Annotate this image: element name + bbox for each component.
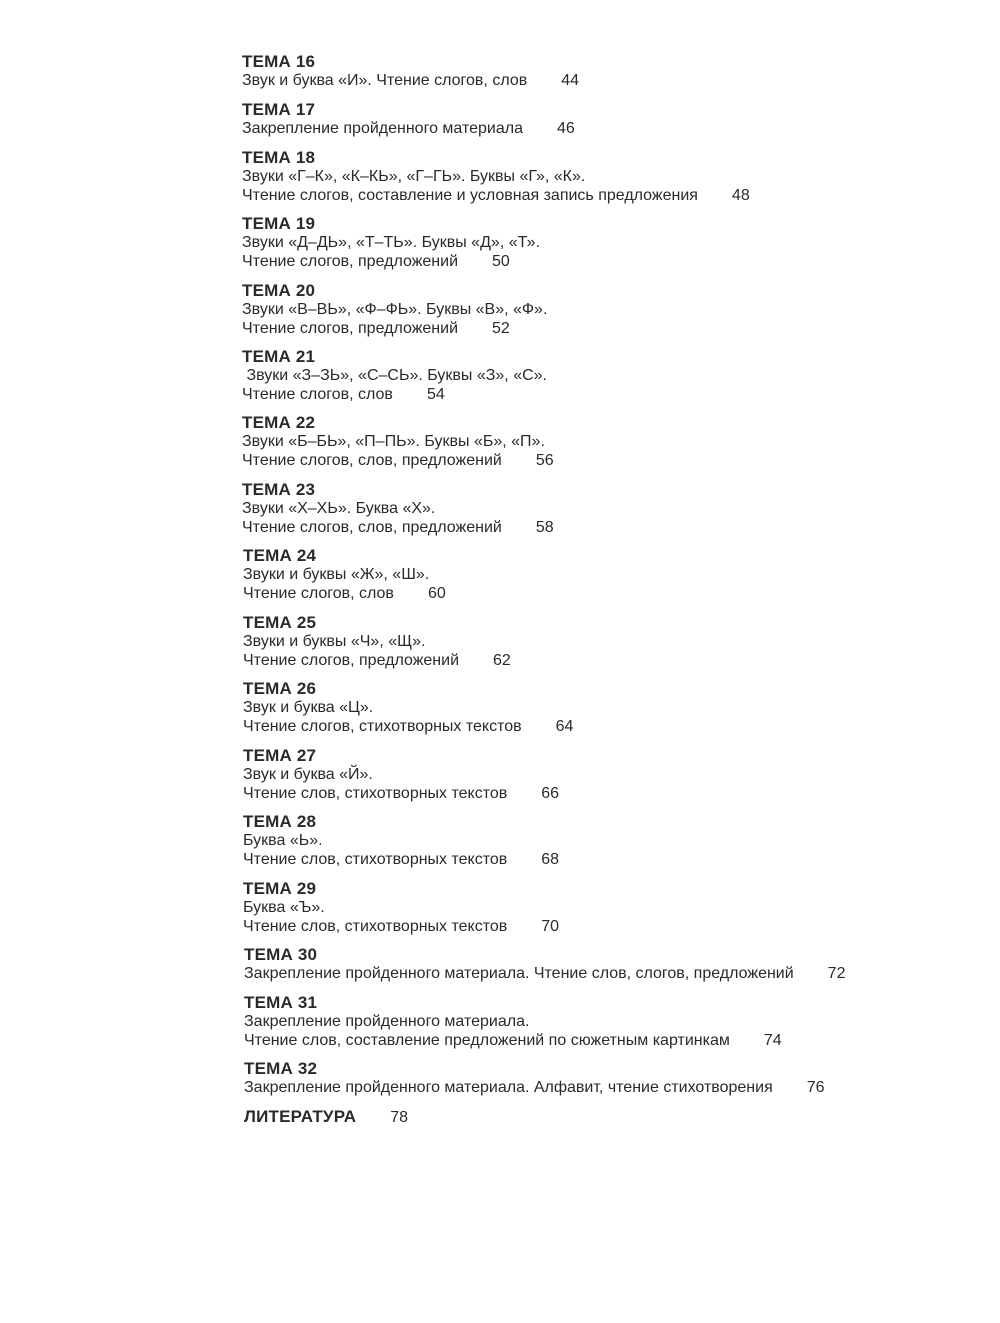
toc-heading: ТЕМА 21 xyxy=(242,347,316,366)
toc-line xyxy=(243,651,511,670)
toc-page-number: 54 xyxy=(426,386,445,403)
toc-line-text: Чтение слов, составление предложений по сюжетным картинкам xyxy=(244,1032,730,1049)
toc-line-text: Чтение слов, стихотворных текстов xyxy=(243,785,508,802)
toc-line-text: Чтение слогов, слов xyxy=(243,585,394,602)
toc-line xyxy=(242,167,750,186)
toc-line-text: Закрепление пройденного материала. Алфавит, чтение стихотворения xyxy=(244,1079,773,1096)
toc-heading: ТЕМА 22 xyxy=(242,413,316,432)
toc-page-number: 44 xyxy=(561,72,580,89)
toc-entry-24 xyxy=(243,546,446,603)
toc-page-number: 58 xyxy=(535,519,554,536)
toc-entry-22 xyxy=(242,413,554,470)
toc-heading: ТЕМА 20 xyxy=(242,281,316,300)
toc-line-text: Чтение слогов, предложений xyxy=(243,652,460,669)
toc-heading: ТЕМА 18 xyxy=(242,148,316,167)
toc-page-number: 70 xyxy=(541,918,560,935)
toc-line xyxy=(244,1012,782,1031)
toc-page-number: 52 xyxy=(492,320,510,337)
toc-page-number: 74 xyxy=(763,1032,782,1049)
toc-heading: ТЕМА 32 xyxy=(244,1059,318,1078)
toc-heading: ТЕМА 23 xyxy=(242,480,316,499)
toc-line-text: Чтение слогов, предложений xyxy=(242,320,459,337)
toc-line-text: Звук и буква «Ц». xyxy=(243,699,374,716)
toc-line-text: Чтение слогов, составление и условная запись предложения xyxy=(242,187,698,204)
toc-line-text: Закрепление пройденного материала xyxy=(242,120,523,137)
toc-entry-26 xyxy=(243,679,573,736)
toc-heading: ТЕМА 17 xyxy=(242,100,316,119)
toc-line xyxy=(242,499,554,518)
toc-entry-23 xyxy=(242,480,554,537)
toc-page-number: 72 xyxy=(827,965,846,982)
toc-line xyxy=(243,917,559,936)
toc-line-text: Звуки «Б–БЬ», «П–ПЬ». Буквы «Б», «П». xyxy=(242,433,545,450)
toc-line xyxy=(242,300,547,319)
toc-line-text: Звуки «Г–К», «К–КЬ», «Г–ГЬ». Буквы «Г», «К». xyxy=(242,168,586,185)
toc-line-text: Чтение слогов, стихотворных текстов xyxy=(243,718,522,735)
toc-line xyxy=(242,119,575,138)
toc-heading: ТЕМА 27 xyxy=(243,746,317,765)
toc-page-number: 56 xyxy=(535,452,554,469)
toc-line-text: Звук и буква «И». Чтение слогов, слов xyxy=(242,72,528,89)
toc-heading: ТЕМА 26 xyxy=(243,679,317,698)
toc-entry-29 xyxy=(243,879,559,936)
toc-heading: ТЕМА 28 xyxy=(243,812,317,831)
toc-line-text: Звук и буква «Й». xyxy=(243,766,373,783)
toc-entry-16 xyxy=(242,52,579,90)
toc-entry-31 xyxy=(244,993,782,1050)
toc-entry-27 xyxy=(243,746,559,803)
toc-line-text: Буква «Ь». xyxy=(243,832,323,849)
toc-page-number: 76 xyxy=(806,1079,825,1096)
toc-line-text: Закрепление пройденного материала. Чтение слов, слогов, предложений xyxy=(244,965,794,982)
toc-entry-18 xyxy=(242,148,750,205)
toc-line-text: Чтение слов, стихотворных текстов xyxy=(243,918,508,935)
toc-line-text: Звуки «З–ЗЬ», «С–СЬ». Буквы «З», «С». xyxy=(242,367,547,384)
toc-line-text: Звуки «Д–ДЬ», «Т–ТЬ». Буквы «Д», «Т». xyxy=(242,234,541,251)
toc-line xyxy=(242,71,579,90)
toc-entry-28 xyxy=(243,812,559,869)
toc-line xyxy=(243,632,511,651)
toc-entry-20 xyxy=(242,281,547,338)
toc-page-number: 48 xyxy=(731,187,750,204)
toc-line-text: Закрепление пройденного материала. xyxy=(244,1013,530,1030)
toc-page-number: 46 xyxy=(556,120,575,137)
toc-entry-19 xyxy=(242,214,540,271)
toc-line xyxy=(242,233,540,252)
toc-line xyxy=(244,964,845,983)
toc-line xyxy=(243,584,446,603)
toc-line xyxy=(243,850,559,869)
toc-line-text: Звуки «В–ВЬ», «Ф–ФЬ». Буквы «В», «Ф». xyxy=(242,301,548,318)
toc-line-text: Чтение слогов, слов xyxy=(242,386,393,403)
toc-line xyxy=(242,252,540,271)
toc-line-text: Звуки «Х–ХЬ». Буква «Х». xyxy=(242,500,436,517)
toc-line xyxy=(242,451,554,470)
toc-line xyxy=(243,565,446,584)
toc-line-text: Чтение слогов, слов, предложений xyxy=(242,452,502,469)
toc-heading: ТЕМА 31 xyxy=(244,993,318,1012)
toc-line xyxy=(243,698,573,717)
toc-line xyxy=(244,1031,782,1050)
toc-line xyxy=(243,765,559,784)
toc-line xyxy=(242,385,547,404)
toc-entry-25 xyxy=(243,613,511,670)
toc-line xyxy=(244,1078,825,1097)
toc-line xyxy=(242,186,750,205)
toc-line xyxy=(242,366,547,385)
toc-line xyxy=(243,784,559,803)
toc-line xyxy=(243,717,573,736)
toc-entry-17 xyxy=(242,100,575,138)
toc-heading: ТЕМА 30 xyxy=(244,945,318,964)
toc-page-number: 64 xyxy=(555,718,574,735)
toc-line xyxy=(242,319,547,338)
toc-page-number: 66 xyxy=(541,785,560,802)
toc-line xyxy=(243,831,559,850)
toc-page-number: 50 xyxy=(492,253,510,270)
toc-entry-21 xyxy=(242,347,547,404)
toc-page-number: 62 xyxy=(493,652,511,669)
toc-line-text: Буква «Ъ». xyxy=(243,899,325,916)
toc-line xyxy=(242,518,554,537)
toc-heading: ТЕМА 24 xyxy=(243,546,317,565)
toc-line-text: Чтение слов, стихотворных текстов xyxy=(243,851,508,868)
toc-line-text: Чтение слогов, предложений xyxy=(242,253,459,270)
toc-page-number: 60 xyxy=(427,585,446,602)
toc-page-number: 78 xyxy=(390,1109,409,1126)
toc-page-number: 68 xyxy=(541,851,560,868)
toc-line xyxy=(243,898,559,917)
toc-entry-30 xyxy=(244,945,845,983)
toc-line-text: Чтение слогов, слов, предложений xyxy=(242,519,502,536)
toc-entry-literature xyxy=(244,1107,408,1127)
toc-heading: ТЕМА 25 xyxy=(243,613,317,632)
toc-line-text: Звуки и буквы «Ч», «Щ». xyxy=(243,633,426,650)
toc-heading: ТЕМА 29 xyxy=(243,879,317,898)
toc-heading-literature: ЛИТЕРАТУРА xyxy=(244,1107,357,1126)
toc-entry-32 xyxy=(244,1059,825,1097)
toc-heading: ТЕМА 19 xyxy=(242,214,316,233)
toc-line-text: Звуки и буквы «Ж», «Ш». xyxy=(243,566,430,583)
toc-heading: ТЕМА 16 xyxy=(242,52,316,71)
toc-line xyxy=(242,432,554,451)
